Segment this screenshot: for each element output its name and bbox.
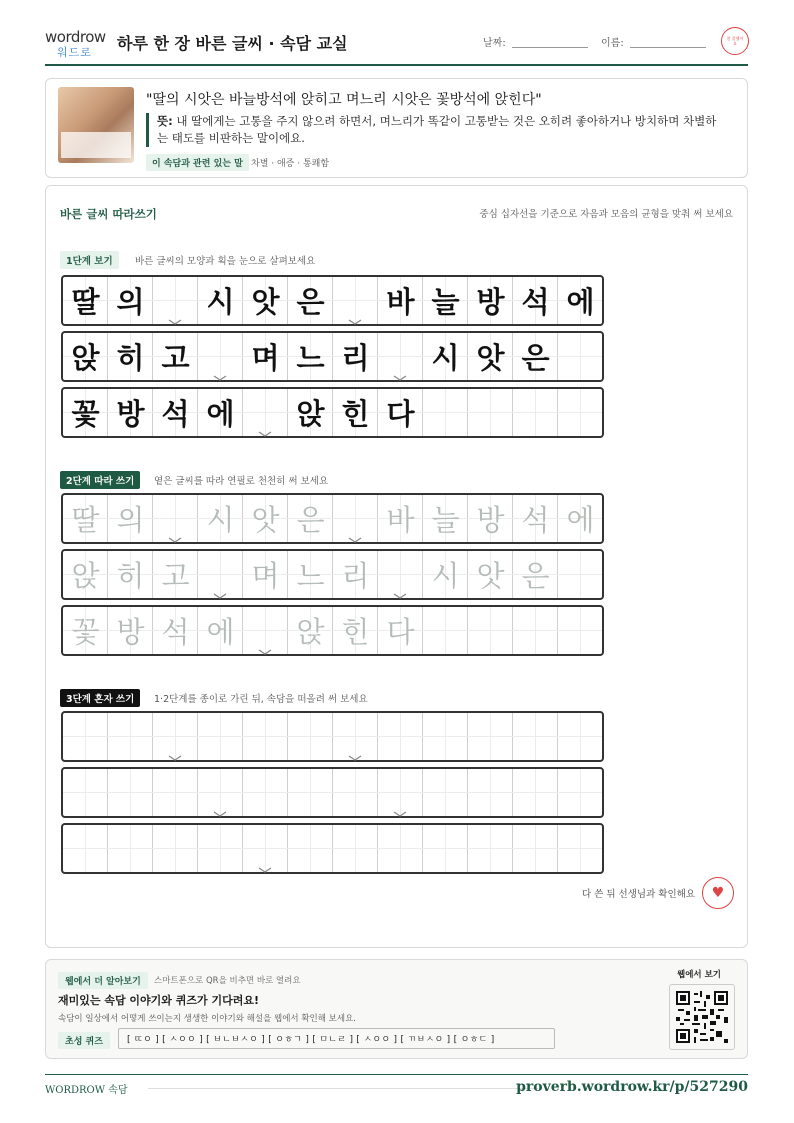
practice-title: 바른 글씨 따라쓰기	[60, 207, 157, 221]
step1-desc: 바른 글씨의 모양과 획을 눈으로 살펴보세요	[135, 256, 316, 267]
writing-row	[61, 387, 604, 438]
space-mark-icon	[392, 803, 408, 811]
practice-character: 며	[251, 341, 280, 375]
done-text: 다 쓴 뒤 선생님과 확인해요	[581, 889, 695, 900]
practice-character: 방	[116, 615, 145, 649]
writing-row[interactable]	[61, 767, 604, 818]
practice-character: 방	[476, 285, 505, 319]
practice-character: 은	[296, 285, 325, 319]
practice-character: 고	[161, 341, 190, 375]
practice-character: 앉	[296, 397, 325, 431]
practice-character: 석	[161, 615, 190, 649]
footer-url[interactable]: proverb.wordrow.kr/p/527290	[516, 1079, 748, 1095]
meaning-label: 뜻:	[157, 114, 173, 128]
practice-character: 다	[386, 615, 415, 649]
web-hint: 스마트폰으로 QR을 비추면 바로 열려요	[154, 976, 301, 986]
practice-character: 딸	[71, 285, 100, 319]
practice-character: 시	[206, 285, 235, 319]
practice-character: 은	[296, 503, 325, 537]
writing-row[interactable]	[61, 711, 604, 762]
practice-character: 앗	[476, 341, 505, 375]
proverb-illustration	[58, 87, 134, 163]
practice-character: 늘	[431, 503, 460, 537]
practice-card	[45, 185, 748, 948]
web-headline: 재미있는 속담 이야기와 퀴즈가 기다려요!	[58, 994, 259, 1007]
practice-character: 에	[566, 503, 595, 537]
practice-character: 바	[386, 285, 415, 319]
meaning-block	[146, 113, 726, 147]
practice-character: 의	[116, 503, 145, 537]
practice-character: 은	[521, 559, 550, 593]
logo-text: wordrow	[45, 28, 106, 46]
space-mark-icon	[257, 423, 273, 431]
space-mark-icon	[212, 803, 228, 811]
writing-row[interactable]	[61, 493, 604, 544]
web-tag: 웹에서 더 알아보기	[58, 972, 148, 989]
qr-label: 웹에서 보기	[676, 970, 721, 980]
step2-desc: 옅은 글씨를 따라 연필로 천천히 써 보세요	[154, 476, 329, 487]
practice-character: 느	[296, 341, 325, 375]
practice-character: 앉	[71, 559, 100, 593]
practice-character: 방	[116, 397, 145, 431]
practice-character: 힌	[341, 615, 370, 649]
space-mark-icon	[257, 641, 273, 649]
web-description: 속담이 일상에서 어떻게 쓰이는지 생생한 이야기와 해설을 웹에서 확인해 보세요.	[58, 1014, 356, 1024]
practice-character: 다	[386, 397, 415, 431]
practice-character: 앉	[71, 341, 100, 375]
practice-character: 힌	[341, 397, 370, 431]
practice-character: 리	[341, 341, 370, 375]
practice-character: 딸	[71, 503, 100, 537]
date-field[interactable]	[512, 47, 588, 48]
step2-label: 2단계 따라 쓰기	[60, 471, 140, 489]
practice-character: 꽃	[71, 615, 100, 649]
practice-character: 방	[476, 503, 505, 537]
practice-character: 은	[521, 341, 550, 375]
practice-character: 석	[521, 503, 550, 537]
date-label: 날짜:	[483, 38, 506, 49]
footer-divider	[148, 1088, 538, 1089]
space-mark-icon	[167, 529, 183, 537]
practice-character: 석	[521, 285, 550, 319]
quiz-tag: 초성 퀴즈	[58, 1032, 110, 1049]
practice-character: 시	[431, 559, 460, 593]
proverb-text: "딸의 시앗은 바늘방석에 앉히고 며느리 시앗은 꽃방석에 앉힌다"	[146, 92, 542, 108]
practice-character: 의	[116, 285, 145, 319]
practice-character: 히	[116, 559, 145, 593]
practice-hint: 중심 십자선을 기준으로 자음과 모음의 균형을 맞춰 써 보세요	[479, 209, 733, 220]
practice-character: 석	[161, 397, 190, 431]
qr-code-icon[interactable]	[669, 984, 735, 1050]
practice-character: 시	[431, 341, 460, 375]
space-mark-icon	[212, 585, 228, 593]
practice-character: 리	[341, 559, 370, 593]
qr-pattern	[676, 991, 728, 1043]
web-card	[45, 959, 748, 1059]
writing-row[interactable]	[61, 823, 604, 874]
proverb-card	[45, 78, 748, 178]
space-mark-icon	[392, 367, 408, 375]
space-mark-icon	[257, 859, 273, 867]
practice-character: 느	[296, 559, 325, 593]
writing-row	[61, 275, 604, 326]
practice-character: 앗	[476, 559, 505, 593]
space-mark-icon	[392, 585, 408, 593]
writing-row	[61, 331, 604, 382]
writing-row[interactable]	[61, 549, 604, 600]
page-header	[45, 22, 748, 66]
practice-character: 앗	[251, 503, 280, 537]
footer-brand: WORDROW 속담	[45, 1085, 128, 1096]
footer-rule	[45, 1074, 748, 1075]
chosung-quiz: [ ㄸㅇ ] [ ㅅㅇㅇ ] [ ㅂㄴㅂㅅㅇ ] [ ㅇㅎㄱ ] [ ㅁㄴㄹ ] [ ㅅㅇㅇ ] [ ㄲㅂㅅㅇ ] [ ㅇㅎㄷ ]	[118, 1028, 555, 1049]
practice-character: 앗	[251, 285, 280, 319]
meaning-text: 내 딸에게는 고통을 주지 않으려 하면서, 며느리가 똑같이 고통받는 것은 오히려 좋아하거나 방치하며 차별하는 태도를 비판하는 말이에요.	[157, 114, 717, 145]
practice-character: 앉	[296, 615, 325, 649]
space-mark-icon	[212, 367, 228, 375]
page-title: 하루 한 장 바른 글씨 · 속담 교실	[117, 34, 348, 53]
step3-label: 3단계 혼자 쓰기	[60, 689, 140, 707]
practice-character: 늘	[431, 285, 460, 319]
praise-stamp-icon	[721, 27, 749, 55]
step3-desc: 1·2단계를 종이로 가린 뒤, 속담을 떠올려 써 보세요	[154, 694, 368, 705]
practice-character: 시	[206, 503, 235, 537]
practice-character: 에	[566, 285, 595, 319]
practice-character: 에	[206, 397, 235, 431]
name-label: 이름:	[601, 38, 624, 49]
space-mark-icon	[347, 747, 363, 755]
name-field[interactable]	[630, 47, 706, 48]
wordrow-logo[interactable]	[45, 28, 109, 58]
logo-subtext: 워드로	[57, 46, 92, 59]
practice-character: 며	[251, 559, 280, 593]
practice-character: 에	[206, 615, 235, 649]
practice-character: 고	[161, 559, 190, 593]
practice-character: 히	[116, 341, 145, 375]
stamp-text: 참 잘했어요	[726, 36, 744, 46]
related-words: 차별 · 애증 · 통쾌함	[251, 159, 330, 169]
space-mark-icon	[347, 311, 363, 319]
heart-stamp-icon: ♥	[702, 877, 734, 909]
space-mark-icon	[167, 747, 183, 755]
practice-character: 꽃	[71, 397, 100, 431]
space-mark-icon	[167, 311, 183, 319]
related-tag: 이 속담과 관련 있는 말	[146, 154, 249, 171]
writing-row[interactable]	[61, 605, 604, 656]
practice-character: 바	[386, 503, 415, 537]
space-mark-icon	[347, 529, 363, 537]
step1-label: 1단계 보기	[60, 251, 119, 269]
